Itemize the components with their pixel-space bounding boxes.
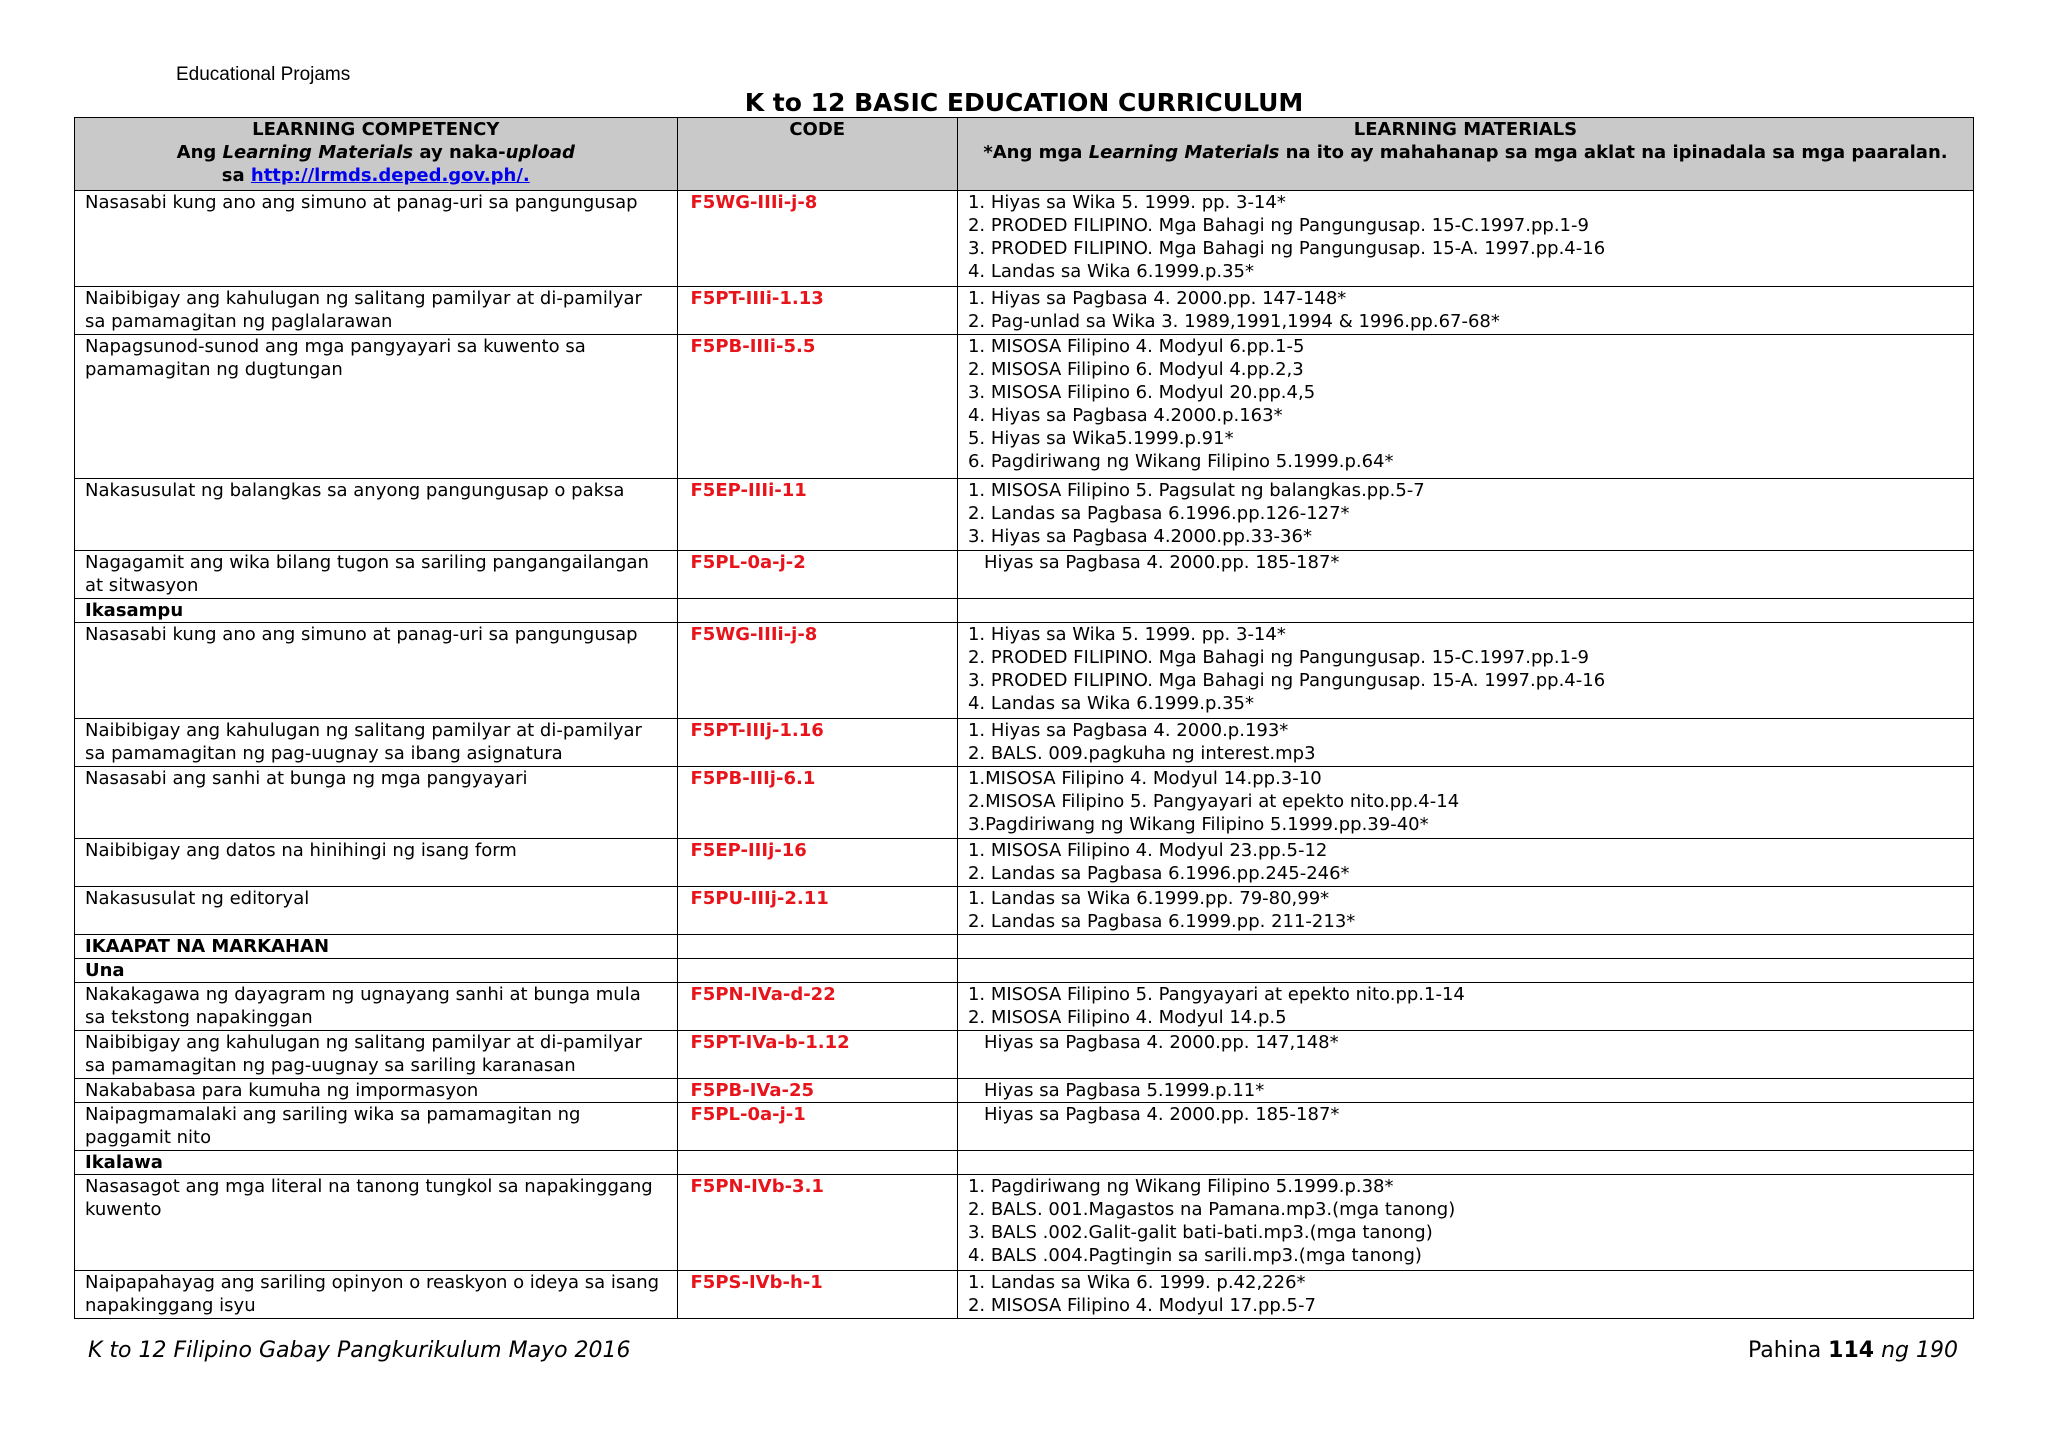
competency-cell: Nasasabi kung ano ang simuno at panag-uri sa pangungusap (75, 623, 678, 719)
section-row (75, 935, 1974, 959)
code-cell: F5PL-0a-j-2 (677, 551, 957, 599)
material-item: 3. MISOSA Filipino 6. Modyul 20.pp.4,5 (967, 382, 1316, 403)
table-row (75, 335, 1974, 479)
code-cell: F5PN-IVa-d-22 (677, 983, 957, 1031)
materials-cell (957, 767, 1973, 839)
materials-cell (957, 887, 1973, 935)
empty-cell (677, 1151, 957, 1175)
table-row (75, 1031, 1974, 1079)
material-item: 4. BALS .004.Pagtingin sa sarili.mp3.(mga tanong) (967, 1245, 1422, 1266)
material-item: Hiyas sa Pagbasa 5.1999.p.11* (983, 1080, 1265, 1101)
code-cell: F5PS-IVb-h-1 (677, 1271, 957, 1319)
material-item: 3. Hiyas sa Pagbasa 4.2000.pp.33-36* (967, 526, 1312, 547)
document-title: K to 12 BASIC EDUCATION CURRICULUM (744, 88, 1304, 117)
empty-cell (957, 935, 1973, 959)
header-code: CODE (677, 118, 957, 191)
material-item: 2. MISOSA Filipino 4. Modyul 17.pp.5-7 (967, 1295, 1316, 1316)
footer-page-number: Pahina 114 ng 190 (1747, 1338, 1958, 1363)
section-label: IKAAPAT NA MARKAHAN (75, 935, 678, 959)
table-body (75, 191, 1974, 1319)
empty-cell (677, 599, 957, 623)
competency-cell: Nasasagot ang mga literal na tanong tungkol sa napakinggang kuwento (75, 1175, 678, 1271)
material-item: 4. Hiyas sa Pagbasa 4.2000.p.163* (967, 405, 1283, 426)
section-row (75, 959, 1974, 983)
table-row (75, 1103, 1974, 1151)
material-item: 1. MISOSA Filipino 4. Modyul 6.pp.1-5 (967, 336, 1305, 357)
code-cell: F5EP-IIIj-16 (677, 839, 957, 887)
empty-cell (957, 959, 1973, 983)
competency-cell: Napagsunod-sunod ang mga pangyayari sa kuwento sa pamamagitan ng dugtungan (75, 335, 678, 479)
table-row (75, 191, 1974, 287)
section-label: Ikalawa (75, 1151, 678, 1175)
material-item: 2. Landas sa Pagbasa 6.1996.pp.245-246* (967, 863, 1350, 884)
empty-cell (677, 935, 957, 959)
code-cell: F5WG-IIIi-j-8 (677, 623, 957, 719)
competency-cell: Nasasabi ang sanhi at bunga ng mga pangyayari (75, 767, 678, 839)
table-row (75, 767, 1974, 839)
table-row (75, 839, 1974, 887)
section-row (75, 1151, 1974, 1175)
table-header-row (75, 118, 1974, 191)
code-cell: F5PT-IVa-b-1.12 (677, 1031, 957, 1079)
material-item: Hiyas sa Pagbasa 4. 2000.pp. 185-187* (983, 552, 1340, 573)
competency-cell: Naipagmamalaki ang sariling wika sa pamamagitan ng paggamit nito (75, 1103, 678, 1151)
section-row (75, 599, 1974, 623)
empty-cell (957, 1151, 1973, 1175)
competency-cell: Naibibigay ang kahulugan ng salitang pamilyar at di-pamilyar sa pamamagitan ng paglalarawan (75, 287, 678, 335)
materials-cell (957, 1103, 1973, 1151)
header-competency: LEARNING COMPETENCY Ang Learning Materials ay naka-upload sa http://lrmds.deped.gov.ph/. (75, 118, 678, 191)
material-item: 5. Hiyas sa Wika5.1999.p.91* (967, 428, 1234, 449)
competency-cell: Naibibigay ang datos na hinihingi ng isang form (75, 839, 678, 887)
material-item: 2. PRODED FILIPINO. Mga Bahagi ng Pangungusap. 15-C.1997.pp.1-9 (967, 647, 1589, 668)
table-row (75, 983, 1974, 1031)
materials-cell (957, 191, 1973, 287)
material-item: 3.Pagdiriwang ng Wikang Filipino 5.1999.pp.39-40* (967, 814, 1429, 835)
materials-cell (957, 335, 1973, 479)
code-cell: F5PN-IVb-3.1 (677, 1175, 957, 1271)
material-item: 2. Landas sa Pagbasa 6.1999.pp. 211-213* (967, 911, 1356, 932)
materials-cell (957, 1271, 1973, 1319)
materials-cell (957, 479, 1973, 551)
materials-cell (957, 287, 1973, 335)
empty-cell (957, 599, 1973, 623)
competency-cell: Nasasabi kung ano ang simuno at panag-uri sa pangungusap (75, 191, 678, 287)
material-item: Hiyas sa Pagbasa 4. 2000.pp. 147,148* (983, 1032, 1339, 1053)
material-item: 2. PRODED FILIPINO. Mga Bahagi ng Pangungusap. 15-C.1997.pp.1-9 (967, 215, 1589, 236)
materials-cell (957, 839, 1973, 887)
material-item: 4. Landas sa Wika 6.1999.p.35* (967, 693, 1255, 714)
code-cell: F5PL-0a-j-1 (677, 1103, 957, 1151)
competency-cell: Nakababasa para kumuha ng impormasyon (75, 1079, 678, 1103)
competency-cell: Naibibigay ang kahulugan ng salitang pamilyar at di-pamilyar sa pamamagitan ng pag-uugnay sa sariling karanasan (75, 1031, 678, 1079)
table-row (75, 287, 1974, 335)
watermark-text: Educational Projams (176, 64, 351, 85)
material-item: 3. PRODED FILIPINO. Mga Bahagi ng Pangungusap. 15-A. 1997.pp.4-16 (967, 670, 1606, 691)
competency-cell: Naipapahayag ang sariling opinyon o reaskyon o ideya sa isang napakinggang isyu (75, 1271, 678, 1319)
header-materials-title: LEARNING MATERIALS (1353, 119, 1578, 140)
material-item: 2. MISOSA Filipino 6. Modyul 4.pp.2,3 (967, 359, 1304, 380)
section-label: Una (75, 959, 678, 983)
section-label: Ikasampu (75, 599, 678, 623)
header-competency-title: LEARNING COMPETENCY (252, 119, 500, 140)
materials-cell (957, 551, 1973, 599)
code-cell: F5PT-IIIi-1.13 (677, 287, 957, 335)
lrmds-link[interactable]: http://lrmds.deped.gov.ph/. (250, 165, 530, 186)
code-cell: F5PT-IIIj-1.16 (677, 719, 957, 767)
materials-cell (957, 623, 1973, 719)
table-row (75, 1175, 1974, 1271)
competency-cell: Nakasusulat ng editoryal (75, 887, 678, 935)
material-item: Hiyas sa Pagbasa 4. 2000.pp. 185-187* (983, 1104, 1340, 1125)
code-cell: F5PU-IIIj-2.11 (677, 887, 957, 935)
code-cell: F5PB-IIIi-5.5 (677, 335, 957, 479)
material-item: 2. BALS. 009.pagkuha ng interest.mp3 (967, 743, 1316, 764)
table-row (75, 719, 1974, 767)
material-item: 2. Landas sa Pagbasa 6.1996.pp.126-127* (967, 503, 1350, 524)
material-item: 2. BALS. 001.Magastos na Pamana.mp3.(mga tanong) (967, 1199, 1456, 1220)
material-item: 2. MISOSA Filipino 4. Modyul 14.p.5 (967, 1007, 1287, 1028)
material-item: 2. Pag-unlad sa Wika 3. 1989,1991,1994 & 1996.pp.67-68* (967, 311, 1500, 332)
materials-cell (957, 1175, 1973, 1271)
competency-cell: Nagagamit ang wika bilang tugon sa sariling pangangailangan at sitwasyon (75, 551, 678, 599)
materials-cell (957, 1079, 1973, 1103)
materials-cell (957, 1031, 1973, 1079)
code-cell: F5WG-IIIi-j-8 (677, 191, 957, 287)
footer-document-name: K to 12 Filipino Gabay Pangkurikulum Mayo 2016 (88, 1338, 631, 1363)
material-item: 2.MISOSA Filipino 5. Pangyayari at epekto nito.pp.4-14 (967, 791, 1460, 812)
empty-cell (677, 959, 957, 983)
material-item: 1. Landas sa Wika 6.1999.pp. 79-80,99* (967, 888, 1330, 909)
table-row (75, 623, 1974, 719)
material-item: 1. Hiyas sa Wika 5. 1999. pp. 3-14* (967, 624, 1286, 645)
table-row (75, 1079, 1974, 1103)
table-row (75, 551, 1974, 599)
table-row (75, 887, 1974, 935)
material-item: 1.MISOSA Filipino 4. Modyul 14.pp.3-10 (967, 768, 1322, 789)
material-item: 1. Hiyas sa Pagbasa 4. 2000.p.193* (967, 720, 1289, 741)
competency-cell: Nakasusulat ng balangkas sa anyong pangungusap o paksa (75, 479, 678, 551)
material-item: 6. Pagdiriwang ng Wikang Filipino 5.1999.p.64* (967, 451, 1394, 472)
material-item: 1. Hiyas sa Pagbasa 4. 2000.pp. 147-148* (967, 288, 1347, 309)
curriculum-table (74, 117, 1974, 1319)
material-item: 4. Landas sa Wika 6.1999.p.35* (967, 261, 1255, 282)
material-item: 3. PRODED FILIPINO. Mga Bahagi ng Pangungusap. 15-A. 1997.pp.4-16 (967, 238, 1606, 259)
table-row (75, 479, 1974, 551)
code-cell: F5PB-IIIj-6.1 (677, 767, 957, 839)
material-item: 1. Hiyas sa Wika 5. 1999. pp. 3-14* (967, 192, 1286, 213)
material-item: 1. MISOSA Filipino 4. Modyul 23.pp.5-12 (967, 840, 1328, 861)
material-item: 1. MISOSA Filipino 5. Pangyayari at epekto nito.pp.1-14 (967, 984, 1465, 1005)
materials-cell (957, 983, 1973, 1031)
material-item: 3. BALS .002.Galit-galit bati-bati.mp3.(mga tanong) (967, 1222, 1433, 1243)
material-item: 1. Landas sa Wika 6. 1999. p.42,226* (967, 1272, 1306, 1293)
code-cell: F5PB-IVa-25 (677, 1079, 957, 1103)
material-item: 1. MISOSA Filipino 5. Pagsulat ng balangkas.pp.5-7 (967, 480, 1425, 501)
materials-cell (957, 719, 1973, 767)
competency-cell: Naibibigay ang kahulugan ng salitang pamilyar at di-pamilyar sa pamamagitan ng pag-uugnay sa ibang asignatura (75, 719, 678, 767)
material-item: 1. Pagdiriwang ng Wikang Filipino 5.1999.p.38* (967, 1176, 1394, 1197)
competency-cell: Nakakagawa ng dayagram ng ugnayang sanhi at bunga mula sa tekstong napakinggan (75, 983, 678, 1031)
header-materials: LEARNING MATERIALS *Ang mga Learning Materials na ito ay mahahanap sa mga aklat na ipinadala sa mga paaralan. (957, 118, 1973, 191)
code-cell: F5EP-IIIi-11 (677, 479, 957, 551)
table-row (75, 1271, 1974, 1319)
